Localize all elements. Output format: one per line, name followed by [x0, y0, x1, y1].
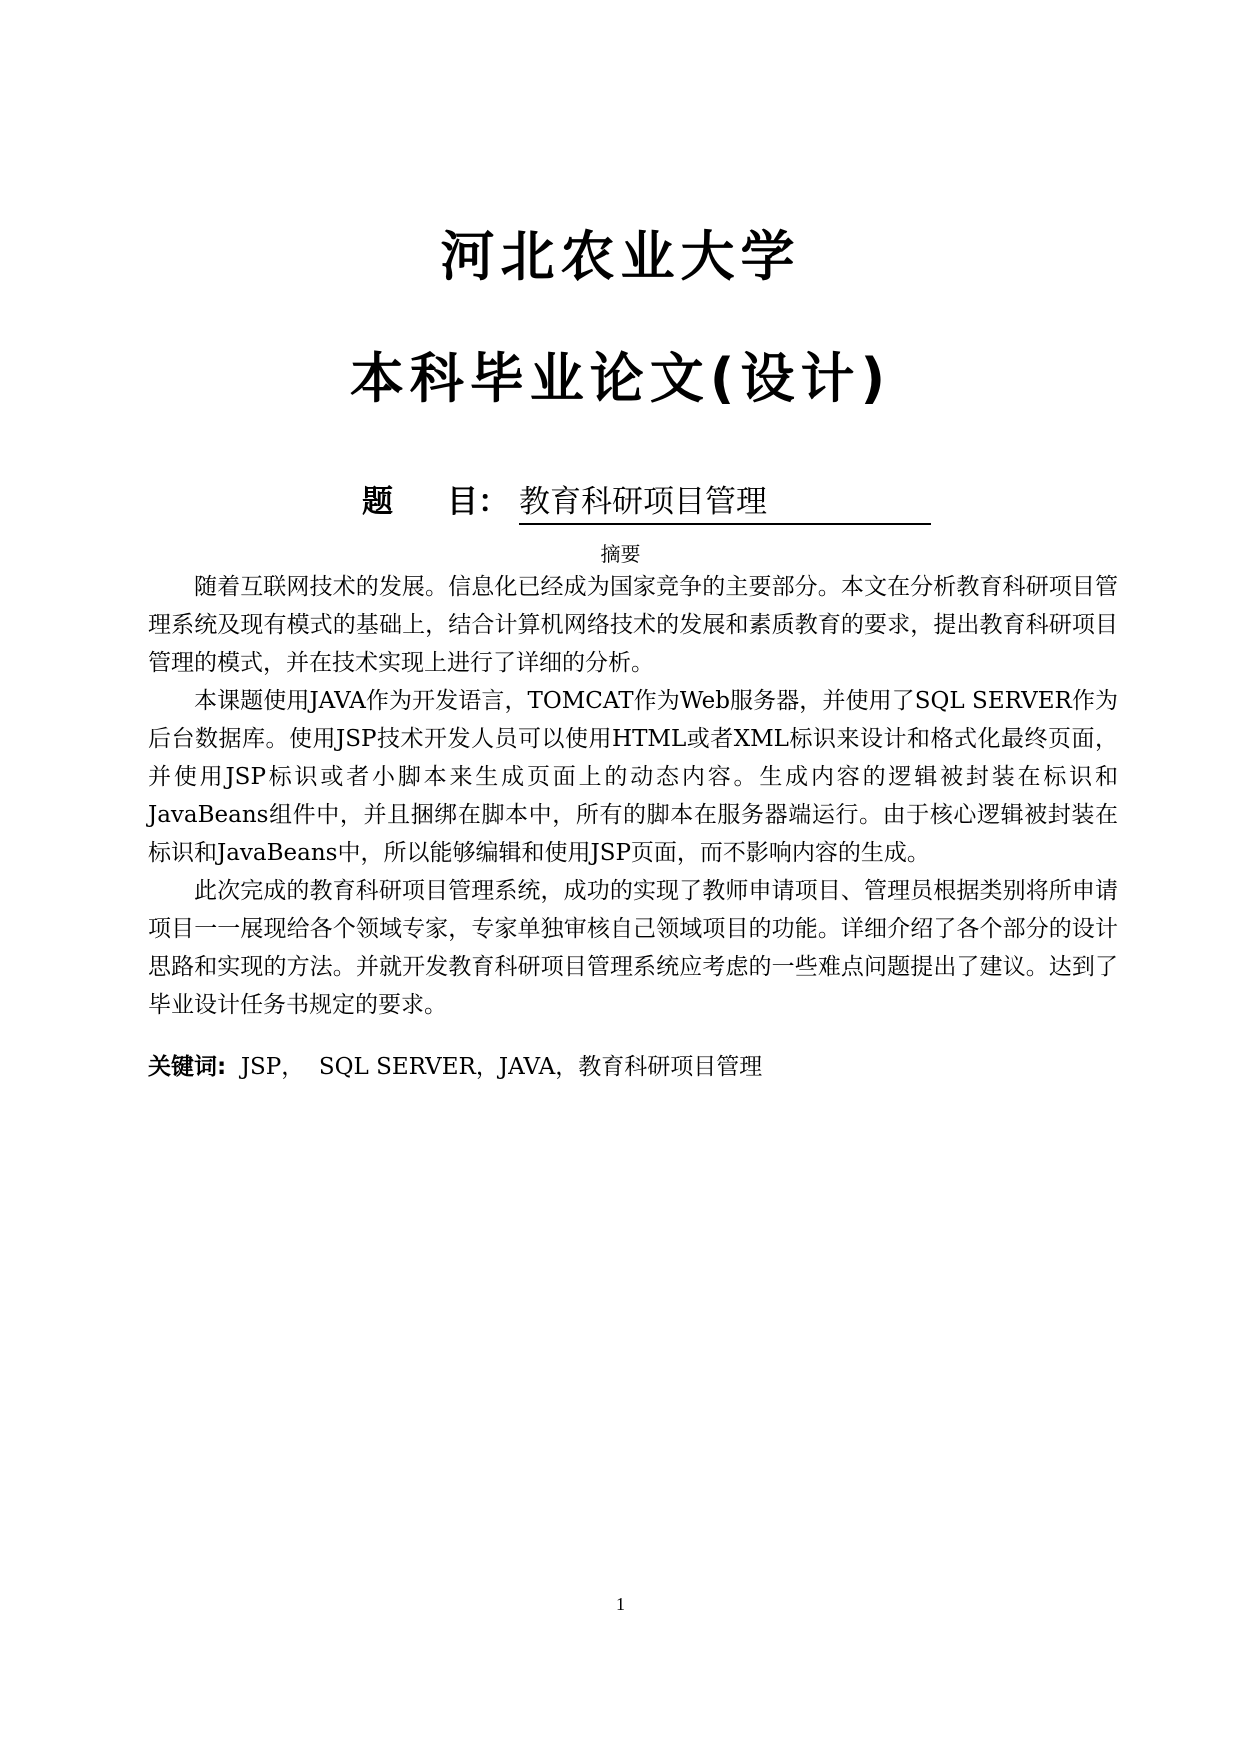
abstract-body — [148, 568, 1118, 1024]
topic-value: 教育科研项目管理 — [519, 482, 931, 525]
keywords-label: 关键词: — [148, 1054, 227, 1080]
abstract-paragraph: 随着互联网技术的发展。信息化已经成为国家竞争的主要部分。本文在分析教育科研项目管理系统及现有模式的基础上，结合计算机网络技术的发展和素质教育的要求，提出教育科研项目管理的模式，并在技术实现上进行了详细的分析。 — [148, 574, 1118, 676]
abstract-paragraph: 本课题使用JAVA作为开发语言，TOMCAT作为Web服务器，并使用了SQL SERVER作为后台数据库。使用JSP技术开发人员可以使用HTML或者XML标识来设计和格式化最终页面，并使用JSP标识或者小脚本来生成页面上的动态内容。生成内容的逻辑被封装在标识和JavaBeans组件中，并且捆绑在脚本中，所有的脚本在服务器端运行。由于核心逻辑被封装在标识和JavaBeans中，所以能够编辑和使用JSP页面，而不影响内容的生成。 — [148, 688, 1118, 866]
thesis-type-title: 本科毕业论文(设计) — [349, 347, 892, 410]
abstract-heading: 摘要 — [600, 542, 641, 566]
university-name: 河北农业大学 — [440, 225, 801, 288]
topic-label: 题 目： — [362, 484, 509, 520]
keywords-line — [148, 1048, 1118, 1086]
page-number: 1 — [616, 1594, 625, 1614]
abstract-paragraph: 此次完成的教育科研项目管理系统，成功的实现了教师申请项目、管理员根据类别将所申请项目一一展现给各个领域专家，专家单独审核自己领域项目的功能。详细介绍了各个部分的设计思路和实现的方法。并就开发教育科研项目管理系统应考虑的一些难点问题提出了建议。达到了毕业设计任务书规定的要求。 — [148, 878, 1118, 1018]
keywords-value: JSP， SQL SERVER，JAVA，教育科研项目管理 — [226, 1054, 763, 1080]
topic-row — [0, 482, 1241, 522]
